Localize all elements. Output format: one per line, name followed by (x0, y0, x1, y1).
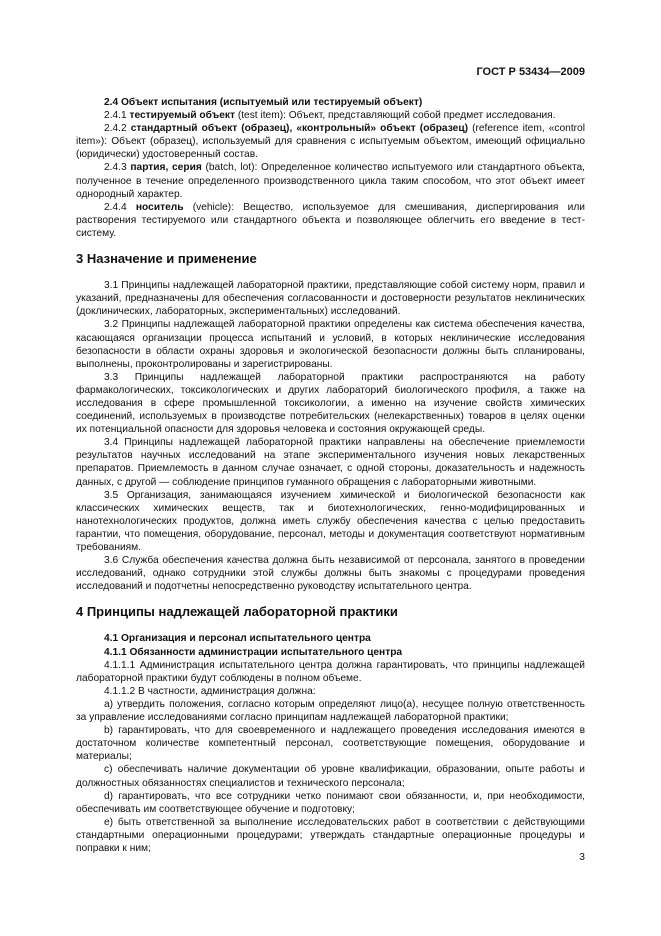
list-item-a: а) утвердить положения, согласно которым определяют лицо(а), несущее полную ответственность за управление исследованиями согласно принципам надлежащей лабораторной практики; (76, 698, 585, 724)
document-header: ГОСТ Р 53434—2009 (476, 66, 585, 78)
paragraph-3-6: 3.6 Служба обеспечения качества должна быть независимой от персонала, занятого в проведении исследований, однако сотрудники этой службы должны быть знакомы с процедурами проведения исследований и подотчетны непосредственно руководству испытательного центра. (76, 555, 585, 593)
definition-2-4-4: 2.4.4 носитель (vehicle): Вещество, используемое для смешивания, диспергирования или растворения тестируемого или стандартного объекта и позволяющее облегчить его введение в тест-систему. (76, 201, 586, 239)
list-item-e: e) быть ответственной за выполнение исследовательских работ в соответствии с действующими стандартными операционными процедурами; утверждать стандартные операционные процедуры и поправки к ним; (76, 816, 585, 854)
page-number: 3 (579, 851, 585, 863)
paragraph-3-4: 3.4 Принципы надлежащей лабораторной практики направлены на обеспечение приемлемости результатов научных исследований на этапе экспериментального изучения новых лекарственных препаратов. Приемлемость в данном случае означает, с одной стороны, доказательность и надежность данных, с другой — соблюдение принципов гуманного обращения с лабораторными животными. (76, 437, 585, 488)
section-2-4-heading: 2.4 Объект испытания (испытуемый или тестируемый объект) (104, 97, 423, 108)
list-item-b: b) гарантировать, что для своевременного и надлежащего проведения исследования имеются в достаточном количестве компетентный персонал, соответствующие помещения, оборудование и материалы; (76, 725, 585, 763)
paragraph-4-1-1-1: 4.1.1.1 Администрация испытательного центра должна гарантировать, что принципы надлежащей лабораторной практики будут соблюдены в полном объеме. (76, 659, 585, 684)
definition-2-4-2: 2.4.2 стандартный объект (образец), «контрольный» объект (образец) (reference item, «control item»): Объект (образец), используемый для сравнения с испытуемым объектом, имеющий официально (юридически) удостоверенный состав. (76, 123, 585, 161)
definition-2-4-3: 2.4.3 партия, серия (batch, lot): Определенное количество испытуемого или стандартного объекта, полученное в течение определенного производственного цикла таким способом, что этот объект имеет однородный характер. (76, 162, 586, 200)
paragraph-3-2: 3.2 Принципы надлежащей лабораторной практики определены как система обеспечения качества, касающаяся организации процесса испытаний и условий, в которых неклинические исследования безопасности в области охраны здоровья и экологической безопасности должны быть спланированы, выполнены, проконтролированы и зарегистрированы. (76, 319, 585, 370)
section-4-1-heading: 4.1 Организация и персонал испытательного центра (104, 633, 371, 645)
page-content (76, 96, 585, 855)
paragraph-3-5: 3.5 Организация, занимающаяся изучением химической и биологической безопасности как классических химических веществ, так и биотехнологических, генно-модифицированных и нанотехнологических продуктов, должна иметь службу обеспечения качества с целью предоставить гарантии, что помещения, оборудование, персонал, методы и документация соответствуют нормативным требованиям. (76, 489, 585, 553)
list-item-d: d) гарантировать, что все сотрудники четко понимают свои обязанности, и, при необходимости, обеспечивать им соответствующее обучение и подготовку; (76, 790, 585, 815)
paragraph-4-1-1-2: 4.1.1.2 В частности, администрация должна: (104, 685, 316, 697)
section-4-1-1-heading: 4.1.1 Обязанности администрации испытательного центра (104, 646, 403, 658)
paragraph-3-1: 3.1 Принципы надлежащей лабораторной практики, представляющие собой систему норм, правил и указаний, предназначены для обеспечения согласованности и достоверности результатов неклинических (доклинических, лабораторных, экспериментальных) исследований. (76, 280, 585, 318)
paragraph-3-3: 3.3 Принципы надлежащей лабораторной практики распространяются на работу фармакологических, токсикологических и других лабораторий биологического профиля, а также на исследования в сфере промышленной токсикологии, а именно на изучение свойств химических соединений, используемых в производстве потребительских (нелекарственных) товаров в целях оценки их потенциальной опасности для здоровья человека и состояния окружающей среды. (76, 371, 585, 436)
list-item-c: c) обеспечивать наличие документации об уровне квалификации, образовании, опыте работы и должностных обязанностях специалистов и технического персонала; (76, 764, 585, 789)
section-3-heading: 3 Назначение и применение (76, 251, 257, 267)
section-4-heading: 4 Принципы надлежащей лабораторной практики (76, 604, 398, 620)
definition-2-4-1: 2.4.1 тестируемый объект (test item): Объект, представляющий собой предмет исследования. (104, 110, 556, 122)
